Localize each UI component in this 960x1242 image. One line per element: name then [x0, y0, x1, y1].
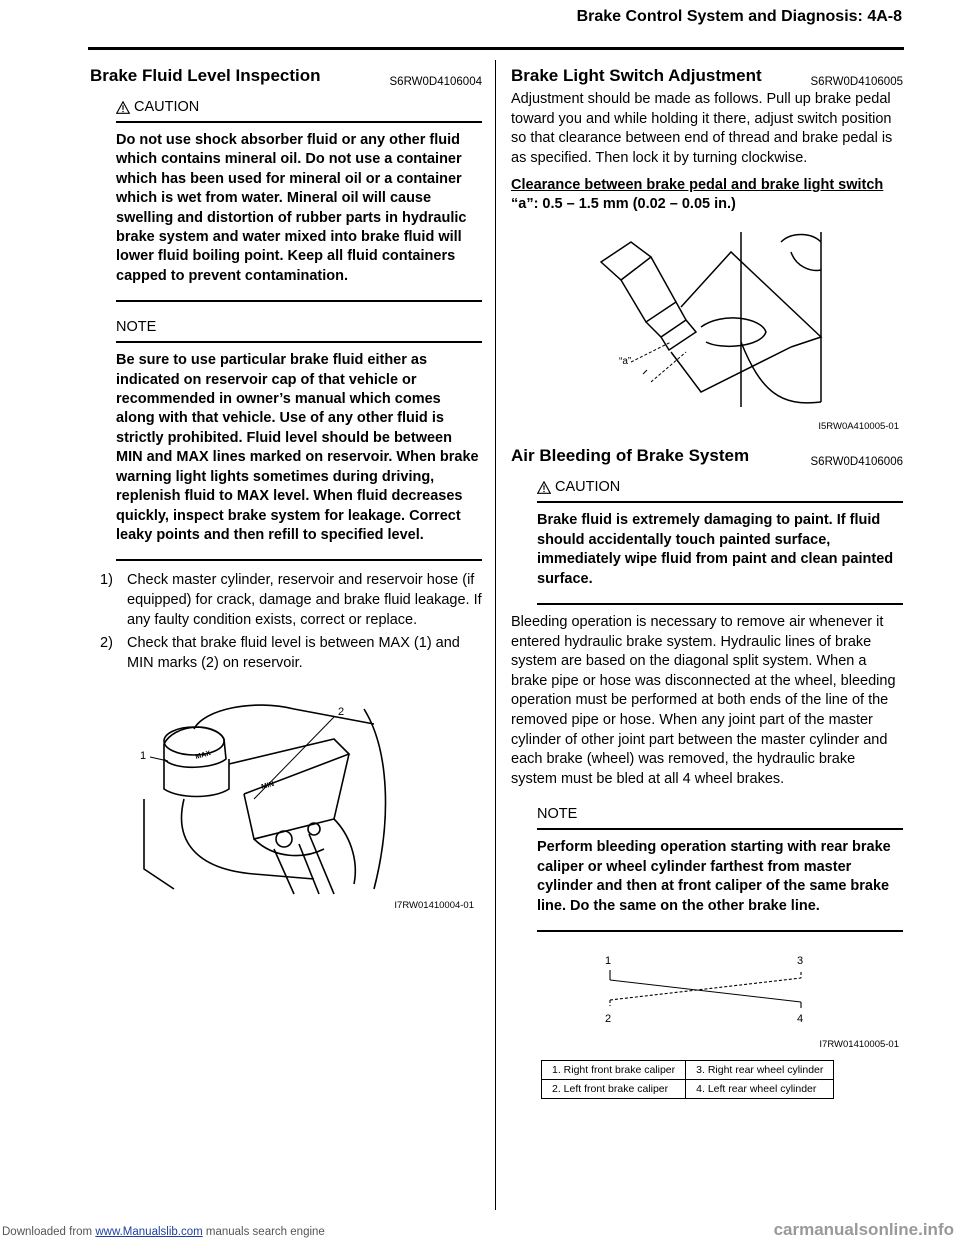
note-label: NOTE: [116, 319, 157, 336]
reservoir-illustration: [134, 699, 394, 899]
step-text: Check master cylinder, reservoir and reservoir hose (if equipped) for crack, damage and brake fluid leakage. If any faulty condition exists, correct or replace.: [127, 572, 482, 628]
left-column: [90, 66, 482, 911]
section-title: Brake Fluid Level Inspection: [90, 66, 321, 85]
step-2: [100, 634, 482, 673]
note-text: Be sure to use particular brake fluid either as indicated on reservoir cap of that vehicle or recommended in owner’s manual which comes along with that vehicle. Use of any other fluid is strictly prohibited. Fluid level should be between MIN and MAX lines marked on reservoir. When brake warning light lights sometimes during driving, replenish fluid to MAX level. When fluid decreases quickly, inspect brake system for leakage. Correct leaky points and then refill to specified level.: [116, 352, 479, 543]
switch-instructions: Adjustment should be made as follows. Pull up brake pedal toward you and while holding it there, adjust switch position so that clearance between end of thread and brake pedal is as specified. Then lock it by turning clockwise.: [511, 91, 893, 166]
section-code: S6RW0D4106006: [810, 456, 903, 469]
note-rule-bottom: [537, 930, 903, 932]
caution-header: [116, 90, 482, 121]
figure-code: I7RW01410004-01: [394, 900, 474, 912]
table-row: [542, 1060, 834, 1079]
step-1: [100, 571, 482, 630]
footer-download-note: [2, 1226, 325, 1238]
caution-header: [537, 470, 903, 501]
bleeding-order-figure: [511, 950, 903, 1050]
footer-suffix: manuals search engine: [202, 1226, 325, 1238]
caution-text: Brake fluid is extremely damaging to paint. If fluid should accidentally touch painted surface, immediately wipe fluid from paint and clean painted surface.: [537, 512, 894, 587]
column-divider: [495, 60, 496, 1210]
note-header: [537, 797, 903, 828]
footer-watermark: carmanualsonline.info: [773, 1220, 954, 1239]
section-title: Air Bleeding of Brake System: [511, 446, 750, 466]
label-3: 3: [797, 954, 804, 967]
label-2: 2: [605, 1012, 612, 1025]
spec-title: Clearance between brake pedal and brake light switch: [511, 177, 884, 194]
callout-1: 1: [140, 750, 147, 763]
section-heading: [90, 66, 482, 90]
step-number: 2): [100, 635, 113, 652]
caution-box: [116, 90, 482, 302]
bleeding-order-diagram: [596, 950, 836, 1030]
step-text: Check that brake fluid level is between MAX (1) and MIN marks (2) on reservoir.: [127, 635, 460, 671]
legend-table: [541, 1060, 834, 1099]
min-mark: MIN: [260, 781, 275, 792]
step-number: 1): [100, 572, 113, 589]
table-cell: 1. Right front brake caliper: [542, 1060, 686, 1079]
footer-prefix: Downloaded from: [2, 1226, 96, 1238]
section-title: Brake Light Switch Adjustment: [511, 66, 762, 85]
header-rule: [88, 47, 904, 50]
note-text: Perform bleeding operation starting with rear brake caliper or wheel cylinder farthest from master cylinder and then at front caliper of the same brake line. Do the same on the other brake line.: [537, 839, 891, 914]
note-box: [537, 797, 903, 932]
table-cell: 3. Right rear wheel cylinder: [686, 1060, 834, 1079]
label-4: 4: [797, 1012, 804, 1025]
table-cell: 2. Left front brake caliper: [542, 1079, 686, 1098]
table-cell: 4. Left rear wheel cylinder: [686, 1079, 834, 1098]
note-header: [116, 310, 482, 341]
table-row: [542, 1079, 834, 1098]
section-heading: [511, 66, 903, 90]
label-1: 1: [605, 954, 612, 967]
switch-illustration: [591, 232, 911, 422]
section-heading: [511, 446, 903, 470]
switch-figure: [511, 232, 903, 432]
figure-code: I7RW01410005-01: [819, 1038, 899, 1050]
spec-value: “a”: 0.5 – 1.5 mm (0.02 – 0.05 in.): [511, 196, 736, 213]
page-header-title: Brake Control System and Diagnosis: 4A-8: [576, 8, 902, 25]
figure-code: I5RW0A410005-01: [818, 421, 899, 433]
callout-2: 2: [338, 706, 345, 719]
caution-text: Do not use shock absorber fluid or any other fluid which contains mineral oil. Do not use a container which has been used for mineral oil or a container which is wet from water. Mineral oil will cause swelling and distortion of rubber parts in hydraulic brake system and water mixed into brake fluid will lower fluid boiling point. Keep all fluid containers capped to prevent contamination.: [116, 132, 467, 284]
warning-triangle-icon: [116, 101, 130, 114]
reservoir-figure: [134, 699, 478, 911]
manualslib-link[interactable]: www.Manualslib.com: [95, 1226, 203, 1238]
caution-box: [537, 470, 903, 605]
warning-triangle-icon: [537, 481, 551, 494]
section-code: S6RW0D4106004: [389, 76, 482, 88]
note-label: NOTE: [537, 806, 578, 823]
callout-a: “a”: [619, 356, 632, 368]
note-box: [116, 310, 482, 561]
max-mark: MAX: [194, 750, 212, 762]
section-code: S6RW0D4106005: [810, 76, 903, 88]
caution-rule-bottom: [116, 300, 482, 302]
right-column: [511, 66, 903, 1099]
caution-label: CAUTION: [134, 99, 200, 115]
caution-label: CAUTION: [555, 479, 621, 496]
bleeding-description: Bleeding operation is necessary to remove air whenever it entered hydraulic brake system. Hydraulic lines of brake system are based on the diagonal split system. When a brake pipe or hose was disconnected at the wheel, bleeding operation must be performed at both ends of the line of the removed pipe or hose. When any joint part of the master cylinder of other joint part between the master cylinder and each brake (wheel) was removed, the hydraulic brake system must be bled at all 4 wheel brakes.: [511, 614, 896, 787]
